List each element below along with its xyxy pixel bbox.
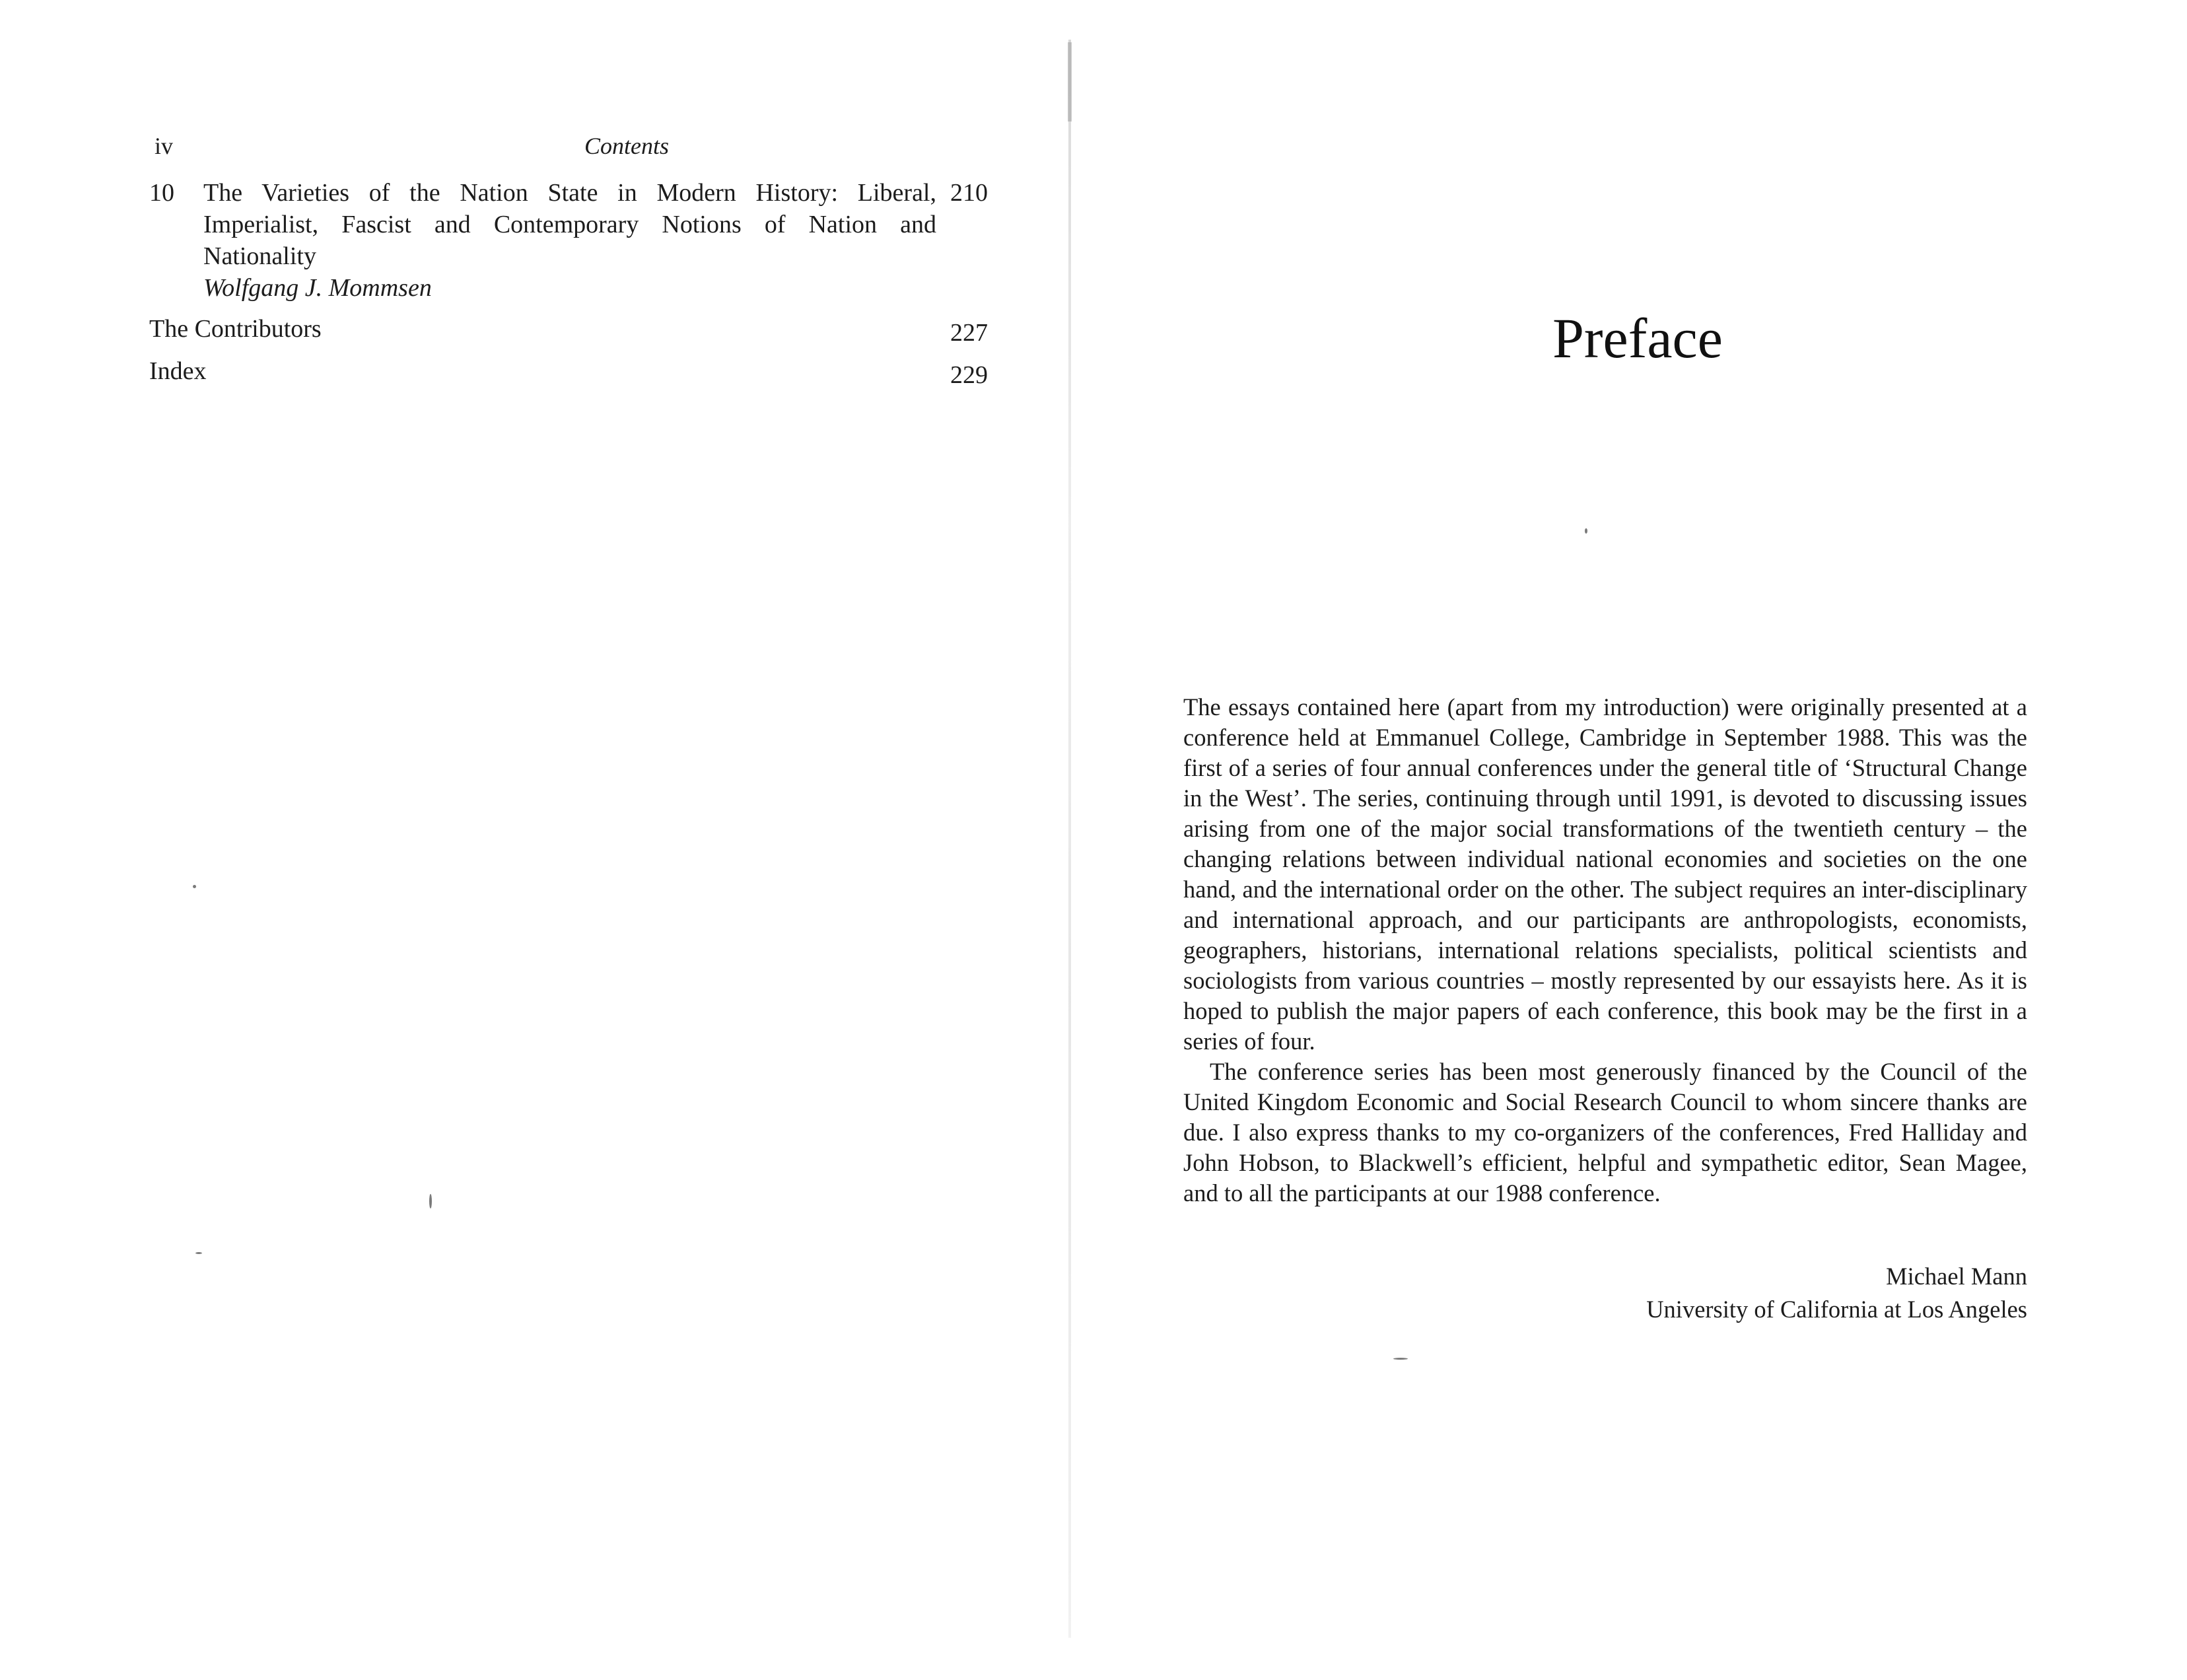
toc-entry-chapter-10 xyxy=(149,177,988,304)
toc-contributors-page: 227 xyxy=(950,319,988,347)
scan-speck xyxy=(1585,528,1587,534)
table-of-contents xyxy=(149,177,988,398)
running-head xyxy=(155,132,993,165)
preface-paragraph: The conference series has been most generously financed by the Council of the United Kingdom Economic and Social Research Council to whom sincere thanks are due. I also express thanks to my co-organizers of the conferences, Fred Halliday and John Hobson, to Blackwell’s efficient, helpful and sympathetic editor, Sean Magee, and to all the participants at our 1988 conference. xyxy=(1183,1058,2027,1207)
preface-paragraph: The essays contained here (apart from my introduction) were originally presented at a conference held at Emmanuel College, Cambridge in September 1988. This was the first of a series of four annual conferences under the general title of ‘Structural Change in the West’. The series, continuing through until 1991, is devoted to discussing issues arising from one of the major social transformations of the twentieth century – the changing relations between individual national economies and societies on the one hand, and the international order on the other. The subject requires an inter-disciplinary and international approach, and our participants are anthropologists, economists, geographers, historians, international relations specialists, political scientists and sociologists from various countries – mostly represented by our essayists here. As it is hoped to publish the major papers of each conference, this book may be the first in a series of four. xyxy=(1183,693,2027,1055)
toc-index-label: Index xyxy=(149,357,207,385)
toc-page-number: 210 xyxy=(950,179,988,207)
scan-speck xyxy=(193,885,196,888)
preface-signature xyxy=(1183,1260,2027,1326)
preface-body xyxy=(1183,692,2027,1208)
scan-speck xyxy=(1393,1358,1408,1360)
toc-contributors-label: The Contributors xyxy=(149,315,322,343)
toc-entry-contributors xyxy=(149,313,988,355)
toc-chapter-number: 10 xyxy=(149,179,174,207)
signature-name: Michael Mann xyxy=(1886,1263,2027,1290)
page-folio: iv xyxy=(155,133,174,159)
toc-chapter-author: Wolfgang J. Mommsen xyxy=(203,274,432,302)
toc-entry-index xyxy=(149,355,988,398)
preface-title: Preface xyxy=(1552,306,1723,370)
scan-speck xyxy=(429,1194,432,1208)
running-head-title: Contents xyxy=(584,133,669,159)
scan-speck xyxy=(195,1252,202,1254)
toc-index-page: 229 xyxy=(950,361,988,389)
toc-chapter-title: The Varieties of the Nation State in Modern History: Liberal, Imperialist, Fascist and Contemporary Notions of Nation and Nationality xyxy=(203,179,936,270)
contents-page xyxy=(0,0,1070,1680)
toc-entry-body xyxy=(203,177,936,304)
signature-affiliation: University of California at Los Angeles xyxy=(1646,1296,2027,1323)
